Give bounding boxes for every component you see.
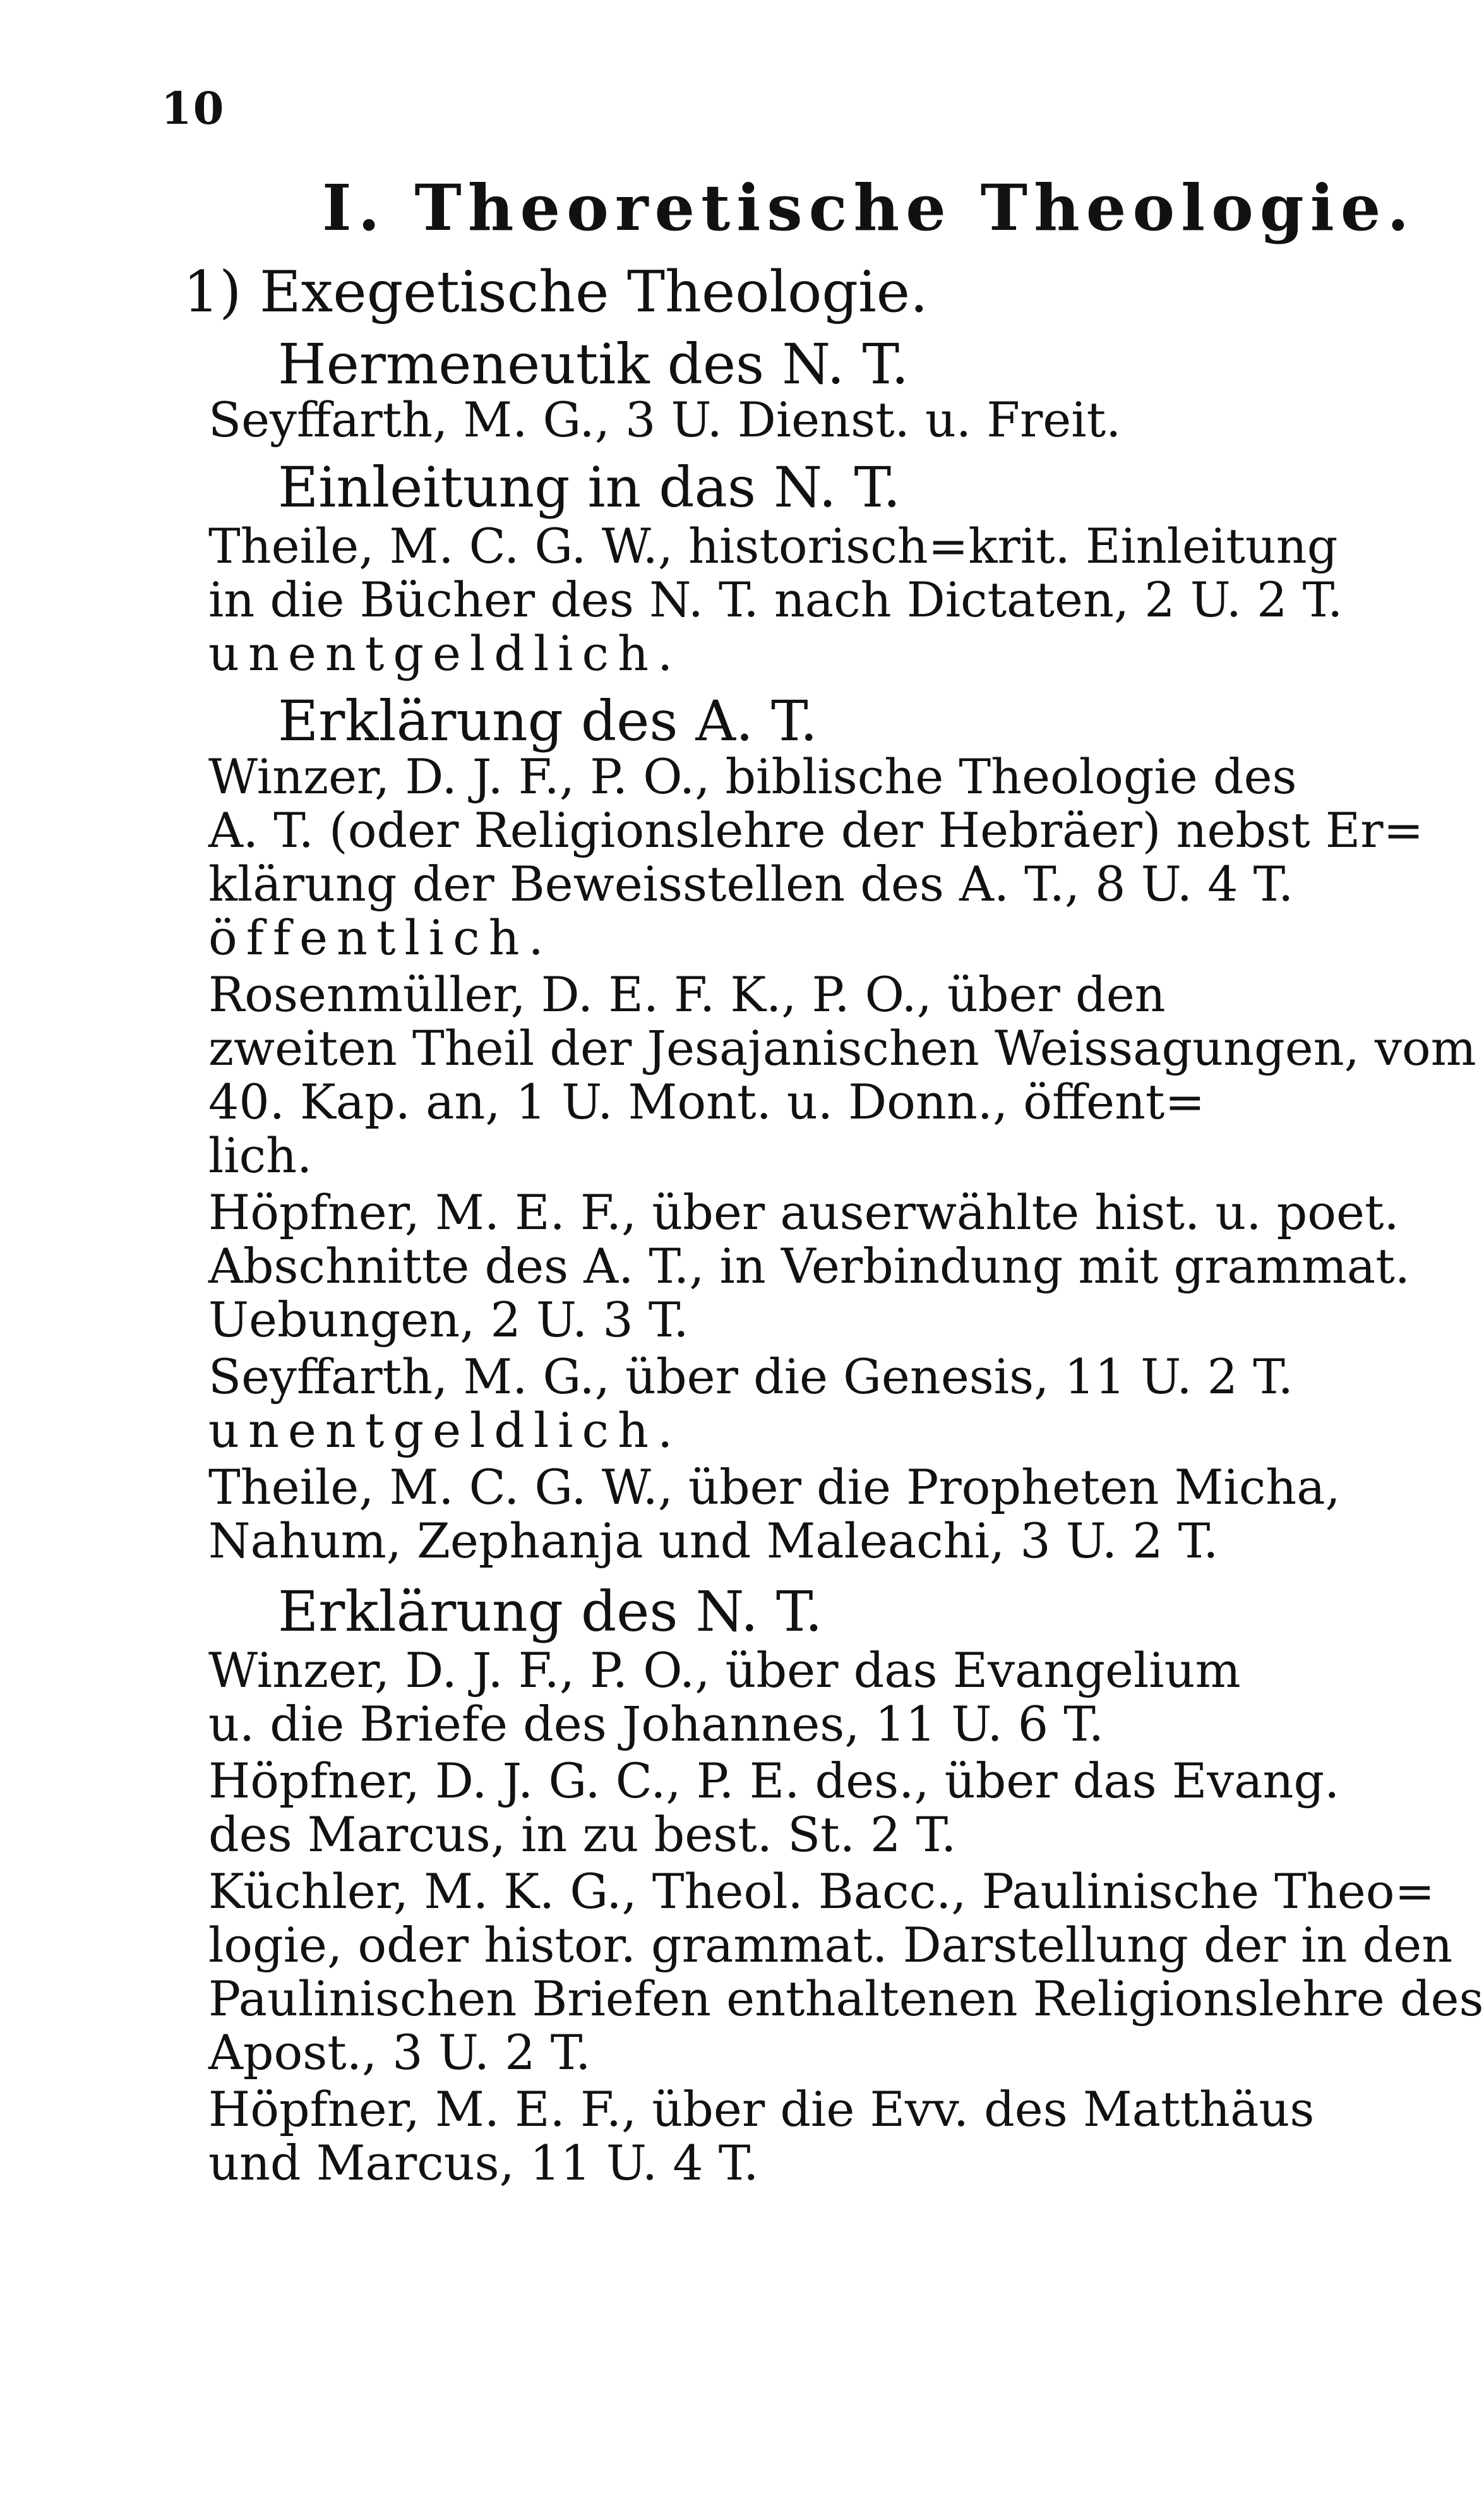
entry-line: Apost., 3 U. 2 T. <box>208 2024 591 2080</box>
entry-line: Paulinischen Briefen enthaltenen Religionslehre des <box>208 1971 1484 2027</box>
section-heading-einleitung: Einleitung in das N. T. <box>278 455 901 520</box>
entry-line: und Marcus, 11 U. 4 T. <box>208 2135 759 2191</box>
entry-line: zweiten Theil der Jesajanischen Weissagungen, vom <box>208 1020 1476 1076</box>
entry-line: Theile, M. C. G. W., über die Propheten Micha, <box>208 1459 1341 1515</box>
entry-line: in die Bücher des N. T. nach Dictaten, 2 U. 2 T. <box>208 572 1343 628</box>
entry-line: Theile, M. C. G. W., historisch=krit. Einleitung <box>208 518 1338 574</box>
entry-line: Abschnitte des A. T., in Verbindung mit grammat. <box>208 1238 1410 1294</box>
entry-line: des Marcus, in zu best. St. 2 T. <box>208 1806 957 1863</box>
entry-line: Winzer, D. J. F., P. O., biblische Theologie des <box>208 748 1297 805</box>
entry-line: Höpfner, D. J. G. C., P. E. des., über das Evang. <box>208 1753 1340 1809</box>
section-heading-hermeneutik: Hermeneutik des N. T. <box>278 332 909 397</box>
entry-line: Uebungen, 2 U. 3 T. <box>208 1292 689 1348</box>
section-heading-erklaerung-at: Erklärung des A. T. <box>278 688 818 753</box>
entry-line: Nahum, Zephanja und Maleachi, 3 U. 2 T. <box>208 1513 1219 1569</box>
entry-line: lich. <box>208 1127 313 1184</box>
entry-line: Seyffarth, M. G., über die Genesis, 11 U. 2 T. <box>208 1348 1293 1405</box>
entry-line: logie, oder histor. grammat. Darstellung der in den <box>208 1917 1453 1973</box>
entry-line: A. T. (oder Religionslehre der Hebräer) nebst Er= <box>208 802 1424 858</box>
chapter-title: I. Theoretische Theologie. <box>322 171 1416 245</box>
section-heading-erklaerung-nt: Erklärung des N. T. <box>278 1579 823 1644</box>
entry-line: Höpfner, M. E. F., über auserwählte hist. u. poet. <box>208 1184 1399 1240</box>
entry-line: Winzer, D. J. F., P. O., über das Evangelium <box>208 1642 1241 1698</box>
entry-line: u. die Briefe des Johannes, 11 U. 6 T. <box>208 1696 1104 1752</box>
entry-line: Höpfner, M. E. F., über die Evv. des Matthäus <box>208 2081 1315 2137</box>
entry-line: Küchler, M. K. G., Theol. Bacc., Paulinische Theo= <box>208 1863 1435 1919</box>
entry-line: unentgeldlich. <box>208 625 682 681</box>
entry-line: Seyffarth, M. G., 3 U. Dienst. u. Freit. <box>208 392 1122 448</box>
entry-line: klärung der Beweisstellen des A. T., 8 U. 4 T. <box>208 856 1294 912</box>
entry-line: unentgeldlich. <box>208 1402 682 1458</box>
entry-line: 40. Kap. an, 1 U. Mont. u. Donn., öffent= <box>208 1074 1206 1130</box>
entry-line: öffentlich. <box>208 909 553 966</box>
page-number: 10 <box>161 82 225 135</box>
entry-line: Rosenmüller, D. E. F. K., P. O., über den <box>208 966 1166 1023</box>
subsection-title: 1) Exegetische Theologie. <box>183 259 928 325</box>
